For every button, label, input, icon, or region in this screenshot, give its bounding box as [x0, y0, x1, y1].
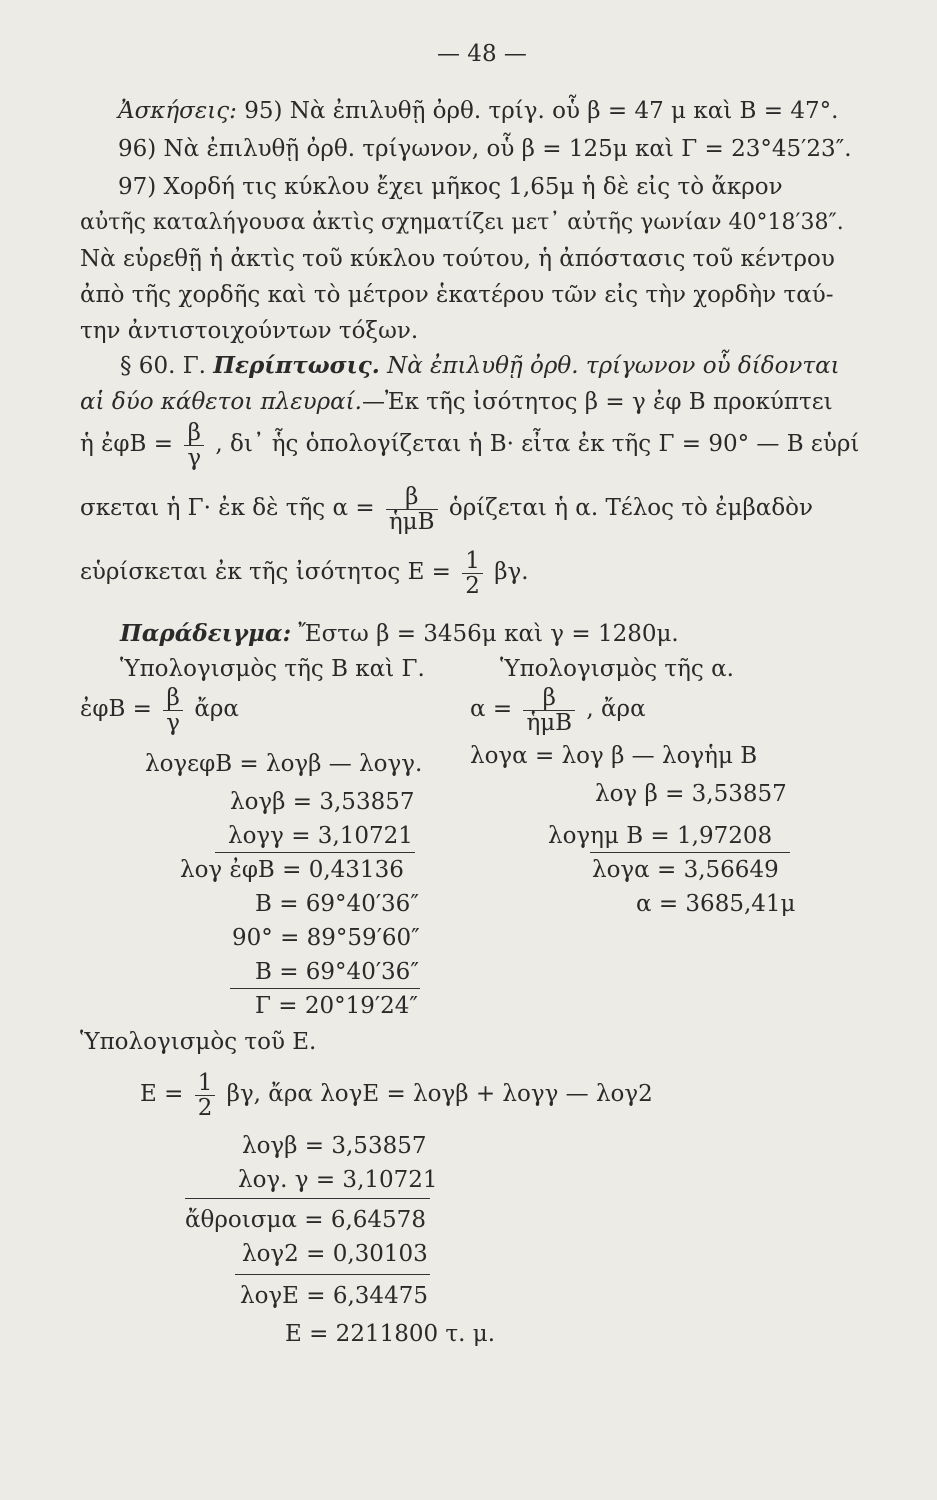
area-row-6: Ε = 2211800 τ. μ.	[285, 1321, 496, 1347]
area-rule-1	[185, 1198, 430, 1199]
right-row-3: λογα = 3,56649	[592, 857, 779, 883]
left-row-1: λογβ = 3,53857	[230, 789, 415, 815]
numerator: β	[184, 421, 204, 446]
fraction-b-over-sinb	[386, 485, 438, 534]
left-row-4: Β = 69°40′36″	[255, 891, 419, 917]
exercises-label: Ἀσκήσεις:	[118, 98, 237, 124]
example-label: Παράδειγμα:	[120, 620, 292, 647]
right-row-4: α = 3685,41μ	[636, 891, 796, 917]
exercise-97-line-1: 97) Χορδή τις κύκλου ἔχει μῆκος 1,65μ ἡ δὲ εἰς τὸ ἄκρον	[118, 174, 783, 200]
section-text-4a: σκεται ἡ Γ· ἐκ δὲ τῆς α =	[80, 495, 375, 521]
area-heading: Ὑπολογισμὸς τοῦ Ε.	[80, 1029, 317, 1055]
exercise-97-line-2: αὐτῆς καταλήγουσα ἀκτὶς σχηματίζει μετ᾽ αὐτῆς γωνίαν 40°18′38″.	[80, 210, 844, 235]
numerator: β	[163, 686, 183, 711]
left-row-6: Β = 69°40′36″	[255, 959, 419, 985]
area-row-3: ἄθροισμα = 6,64578	[185, 1207, 426, 1233]
area-formula-b: βγ, ἄρα λογΕ = λογβ + λογγ — λογ2	[226, 1081, 653, 1107]
section-text-3: , δι᾽ ἧς ὁπολογίζεται ἡ Β· εἶτα ἐκ τῆς Γ = 90° — Β εὑρί	[215, 431, 860, 457]
left-rule-2	[230, 988, 420, 989]
area-formula-a: Ε =	[140, 1081, 184, 1107]
section-line-5	[80, 548, 529, 598]
exercise-97-line-4: ἀπὸ τῆς χορδῆς καὶ τὸ μέτρον ἑκατέρου τῶν εἰς τὴν χορδὴν ταύ-	[80, 282, 834, 308]
left-rule-1	[215, 852, 415, 853]
left-row-7: Γ = 20°19′24″	[255, 993, 418, 1019]
section-text-2: —Ἐκ τῆς ἰσότητος β = γ ἐφ Β προκύπτει	[361, 389, 833, 415]
area-formula	[140, 1070, 653, 1120]
right-row-2: λογημ Β = 1,97208	[548, 823, 773, 849]
right-fraction	[523, 686, 575, 735]
exercise-97-line-5: την ἀντιστοιχούντων τόξων.	[80, 318, 419, 344]
section-text-4b: ὁρίζεται ἡ α. Τέλος τὸ ἐμβαδὸν	[448, 495, 814, 521]
right-formula-a: α =	[470, 696, 513, 722]
area-row-4: λογ2 = 0,30103	[242, 1241, 428, 1267]
left-row-3: λογ ἐφΒ = 0,43136	[180, 857, 404, 883]
right-rule	[590, 852, 790, 853]
exercise-95-text: 95) Νὰ ἐπιλυθῇ ὀρθ. τρίγ. οὗ β = 47 μ καὶ Β = 47°.	[244, 98, 839, 124]
calc-a-heading: Ὑπολογισμὸς τῆς α.	[500, 656, 734, 682]
section-title: Περίπτωσις.	[213, 352, 380, 379]
area-rule-2	[235, 1274, 430, 1275]
area-row-2: λογ. γ = 3,10721	[238, 1167, 438, 1193]
section-text-1: Νὰ ἐπιλυθῇ ὀρθ. τρίγωνον οὗ δίδονται	[387, 353, 840, 379]
example-text: Ἔστω β = 3456μ καὶ γ = 1280μ.	[298, 621, 679, 647]
section-line-3	[80, 420, 859, 470]
section-text-5a: εὑρίσκεται ἐκ τῆς ἰσότητος Ε =	[80, 559, 451, 585]
exercise-95	[118, 97, 838, 125]
denominator: ἡμΒ	[526, 709, 573, 736]
numerator: β	[386, 485, 438, 510]
tan-b-label: ἡ ἐφΒ =	[80, 431, 174, 457]
denominator: ἡμΒ	[388, 508, 435, 535]
exercise-96: 96) Νὰ ἐπιλυθῇ ὀρθ. τρίγωνον, οὗ β = 125μ καὶ Γ = 23°45′23″.	[118, 136, 852, 162]
example-line	[120, 620, 679, 648]
numerator: 1	[462, 549, 483, 574]
left-row-2: λογγ = 3,10721	[228, 823, 413, 849]
left-formula	[80, 685, 239, 735]
right-log-eq: λογα = λογ β — λογἡμ Β	[470, 743, 758, 769]
denominator: 2	[197, 1094, 213, 1121]
area-row-1: λογβ = 3,53857	[242, 1133, 427, 1159]
area-fraction	[195, 1071, 216, 1120]
section-line-2	[80, 388, 833, 416]
numerator: 1	[195, 1071, 216, 1096]
area-row-5: λογΕ = 6,34475	[240, 1283, 428, 1309]
left-fraction	[163, 686, 183, 735]
section-text-2-italic: αἱ δύο κάθετοι πλευραί.	[80, 389, 362, 415]
calc-bg-heading: Ὑπολογισμὸς τῆς Β καὶ Γ.	[120, 656, 425, 682]
left-formula-b: ἄρα	[194, 696, 239, 722]
right-formula	[470, 685, 646, 735]
page-number: — 48 —	[437, 41, 527, 67]
denominator: 2	[465, 572, 480, 599]
denominator: γ	[166, 709, 180, 736]
numerator: β	[523, 686, 575, 711]
fraction-b-over-c	[184, 421, 204, 470]
exercise-97-line-3: Νὰ εὑρεθῇ ἡ ἀκτὶς τοῦ κύκλου τούτου, ἡ ἀπόστασις τοῦ κέντρου	[80, 246, 835, 272]
left-row-5: 90° = 89°59′60″	[232, 925, 420, 951]
section-number: § 60. Γ.	[120, 353, 206, 379]
section-text-5b: βγ.	[494, 559, 529, 585]
denominator: γ	[187, 444, 202, 471]
section-60-heading	[120, 352, 840, 380]
left-log-eq: λογεφΒ = λογβ — λογγ.	[145, 751, 423, 777]
left-formula-a: ἐφΒ =	[80, 696, 152, 722]
right-row-1: λογ β = 3,53857	[595, 781, 787, 807]
fraction-one-half	[462, 549, 483, 598]
right-formula-b: , ἄρα	[586, 696, 646, 722]
section-line-4	[80, 484, 813, 534]
